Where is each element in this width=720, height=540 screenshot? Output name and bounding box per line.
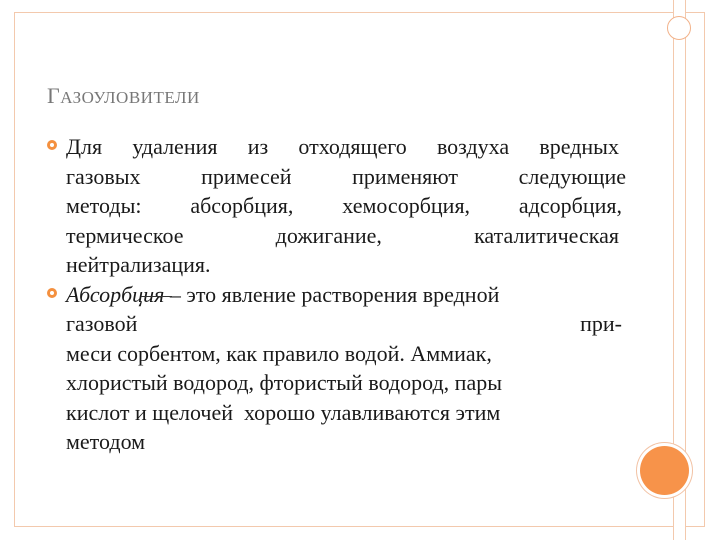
bullet-line: [66, 250, 619, 280]
bullet-line: [66, 191, 622, 221]
word: вредных: [539, 134, 619, 159]
word: абсорбция,: [190, 193, 294, 218]
word: воздуха: [436, 134, 510, 159]
bullet-line: [66, 162, 626, 192]
word: дожигание,: [275, 222, 382, 248]
word: применяют: [352, 163, 459, 189]
title-first-letter: Г: [47, 83, 61, 108]
bullet-item: [47, 280, 622, 457]
bullet-circle-icon: [47, 288, 57, 298]
bullet-item: [47, 132, 626, 280]
word: следующие: [518, 163, 626, 189]
word: термическое: [66, 222, 184, 248]
bullet-line: методом: [66, 429, 146, 454]
word: хемосорбция,: [342, 193, 471, 218]
bullet-line: [66, 309, 622, 339]
bullet-line: [66, 132, 619, 162]
word: каталитическая: [474, 222, 619, 248]
definition-text: – это явление растворения вредной: [164, 281, 500, 307]
bullet-line: [66, 280, 619, 310]
word: удаления: [132, 134, 218, 159]
bullet-line: хлористый водород, фтористый водород, пары: [66, 370, 503, 395]
decorative-circle-small: [667, 16, 691, 40]
bullet-circle-icon: [47, 140, 57, 150]
word: методы:: [66, 193, 142, 218]
word: из: [247, 134, 269, 159]
word: отходящего: [298, 134, 407, 159]
bullet-line: меси сорбентом, как правило водой. Аммиак,: [66, 340, 492, 366]
bullet-line: [66, 221, 619, 251]
term-absorption: Абсорбция: [66, 281, 165, 307]
bullet-line: кислот и щелочей хорошо улавливаются этим: [66, 399, 501, 425]
slide-title: [47, 83, 200, 109]
word: газовой: [66, 311, 138, 336]
word: адсорбция,: [518, 193, 622, 218]
word: при-: [580, 311, 622, 336]
decorative-circle-large: [640, 446, 689, 495]
word: нейтрализация.: [66, 252, 211, 277]
title-rest: АЗОУЛОВИТЕЛИ: [60, 88, 200, 107]
word: примесей: [201, 163, 292, 189]
word: газовых: [66, 163, 141, 189]
word: Для: [66, 134, 103, 159]
slide-content: [47, 132, 626, 457]
